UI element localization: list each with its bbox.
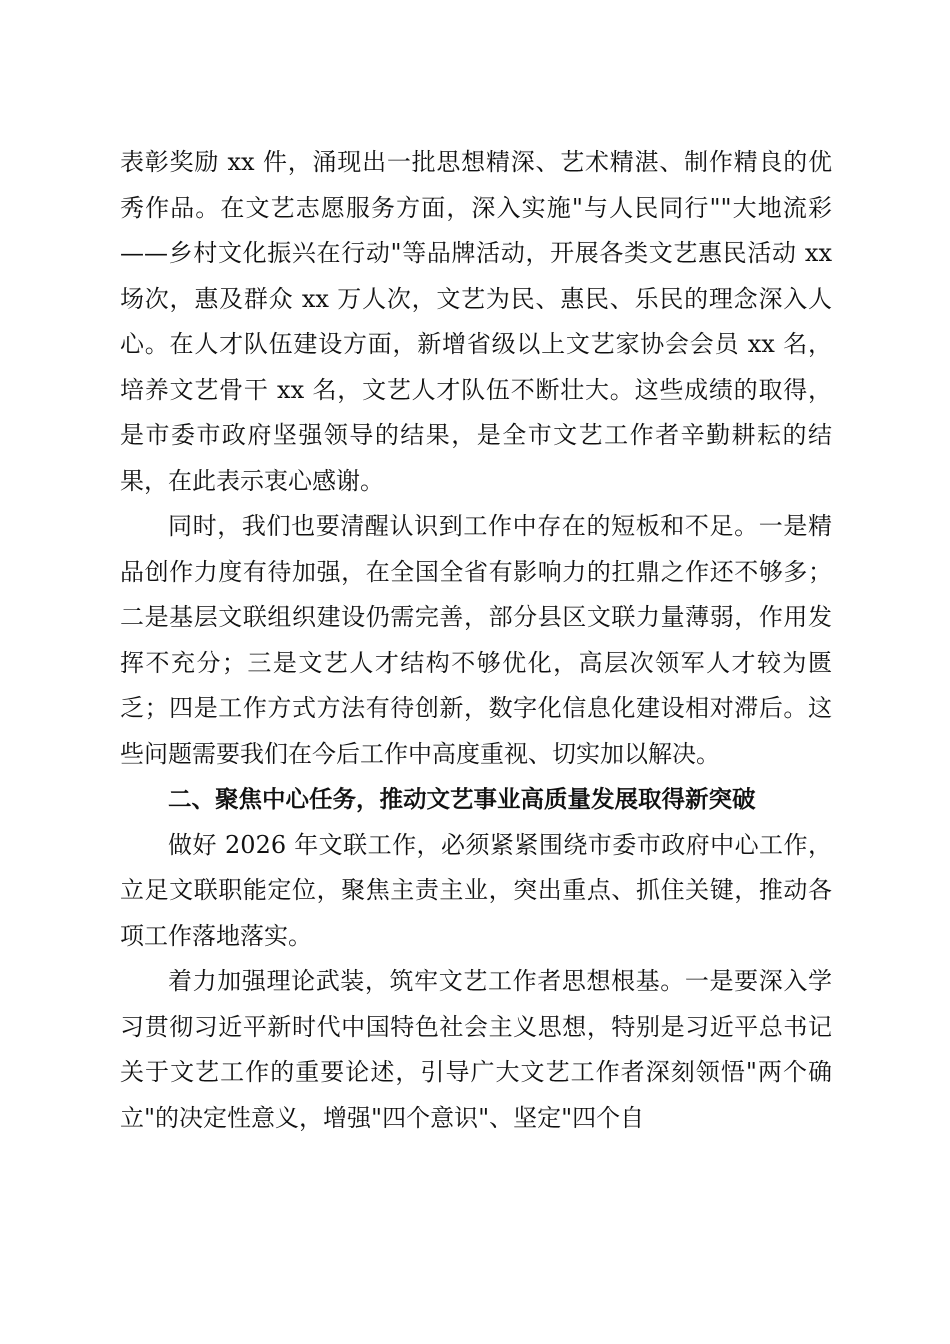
section-heading: 二、聚焦中心任务，推动文艺事业高质量发展取得新突破 <box>168 785 756 813</box>
paragraph-continuation: 表彰奖励 xx 件，涌现出一批思想精深、艺术精湛、制作精良的优秀作品。在文艺志愿服务方面，深入实施"与人民同行""大地流彩——乡村文化振兴在行动"等品牌活动，开展各类文艺惠民活动 xx 场次，惠及群众 xx 万人次，文艺为民、惠民、乐民的理念深入人心。在人才队伍建设方面，新增省级以上文艺家协会会员 xx 名，培养文艺骨干 xx 名，文艺人才队伍不断壮大。这些成绩的取得，是市委市政府坚强领导的结果，是全市文艺工作者辛勤耕耘的结果，在此表示衷心感谢。 <box>120 148 832 495</box>
paragraph-theory: 着力加强理论武装，筑牢文艺工作者思想根基。一是要深入学习贯彻习近平新时代中国特色社会主义思想，特别是习近平总书记关于文艺工作的重要论述，引导广大文艺工作者深刻领悟"两个确立"的决定性意义，增强"四个意识"、坚定"四个自 <box>120 967 832 1132</box>
paragraph-shortcomings: 同时，我们也要清醒认识到工作中存在的短板和不足。一是精品创作力度有待加强，在全国全省有影响力的扛鼎之作还不够多；二是基层文联组织建设仍需完善，部分县区文联力量薄弱，作用发挥不充分；三是文艺人才结构不够优化，高层次领军人才较为匮乏；四是工作方式方法有待创新，数字化信息化建设相对滞后。这些问题需要我们在今后工作中高度重视、切实加以解决。 <box>120 512 832 768</box>
document-body <box>120 140 832 1141</box>
paragraph-2026-work: 做好 2026 年文联工作，必须紧紧围绕市委市政府中心工作，立足文联职能定位，聚焦主责主业，突出重点、抓住关键，推动各项工作落地落实。 <box>120 830 832 950</box>
